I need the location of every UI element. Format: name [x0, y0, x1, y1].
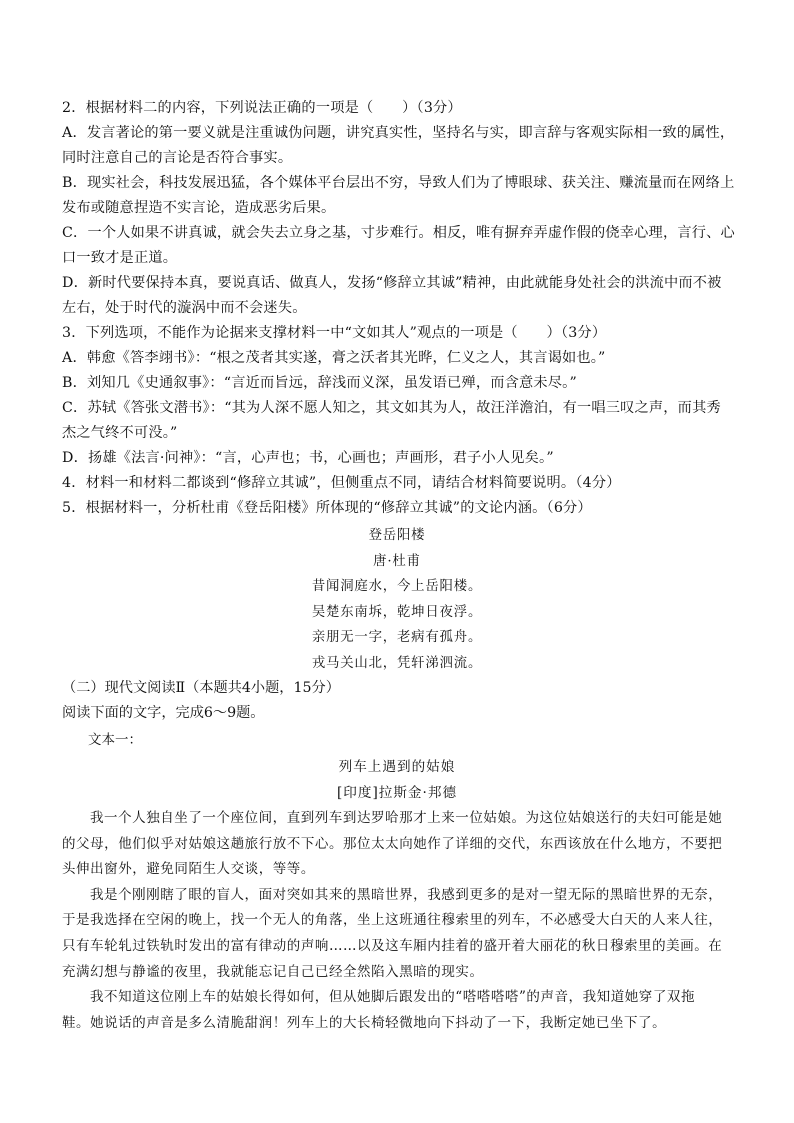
- option-line: C．一个人如果不讲真诚，就会失去立身之基，寸步难行。相反，唯有摒弃弄虚作假的侥幸心理，言行、心: [62, 225, 735, 241]
- option-line: D．新时代要保持本真，要说真话、做真人，发扬“修辞立其诚”精神，由此就能身处社会的洪流中而不被: [62, 275, 722, 291]
- poem-author: 唐·杜甫: [373, 553, 421, 569]
- option-line: B．现实社会，科技发展迅猛，各个媒体平台层出不穷，导致人们为了博眼球、获关注、赚流量而在网络上: [62, 175, 735, 191]
- prose-line: 充满幻想与静谧的夜里，我就能忘记自己已经全然陷入黑暗的现实。: [62, 963, 484, 980]
- text-label: 文本一：: [88, 732, 142, 748]
- question-3-option-a: A．韩愈《答李翊书》：“根之茂者其实遂，膏之沃者其光晔，仁义之人，其言谒如也。”: [62, 350, 606, 366]
- question-4: 4．材料一和材料二都谈到“修辞立其诚”，但侧重点不同，请结合材料简要说明。（4分）: [62, 475, 621, 491]
- question-2-stem: 2．根据材料二的内容，下列说法正确的一项是（ ）（3分）: [62, 100, 462, 116]
- poem-title: 登岳阳楼: [368, 528, 426, 543]
- option-line: 发布或随意捏造不实言论，造成恶劣后果。: [62, 200, 336, 216]
- prose-line: 只有车轮轧过铁轨时发出的富有律动的声响……以及这车厢内挂着的盛开着大丽花的秋日穆索里的美画。在: [62, 937, 723, 954]
- question-3-option-d: D．扬雄《法言·问神》：“言，心声也；书，心画也；声画形，君子小人见矣。”: [62, 450, 554, 466]
- question-2-option-d: [62, 271, 732, 321]
- question-3-options: [62, 346, 732, 471]
- section-heading: （二）现代文阅读Ⅱ（本题共4小题，15分）: [62, 680, 340, 696]
- question-2-option-a: [62, 121, 735, 171]
- poem-line: 亲朋无一字，老病有孤舟。: [311, 630, 483, 645]
- option-line: 同时注意自己的言论是否符合事实。: [62, 150, 293, 166]
- exam-page: [62, 96, 735, 1036]
- poem-line: 戎马关山北，凭轩涕泗流。: [311, 655, 483, 671]
- prose-line: 我不知道这位刚上车的姑娘长得如何，但从她脚后跟发出的“嗒嗒嗒嗒”的声音，我知道她穿了双拖: [90, 989, 696, 1006]
- section-instruction: 阅读下面的文字，完成6～9题。: [62, 705, 265, 721]
- story-author: [印度]拉斯金·邦德: [336, 785, 458, 801]
- option-line: A．发言著论的第一要义就是注重诚伪问题，讲究真实性，坚持名与实，即言辞与客观实际相一致的属性，: [62, 125, 735, 141]
- story-paragraph: [62, 985, 732, 1036]
- question-3-stem: 3．下列选项，不能作为论据来支撑材料一中“文如其人”观点的一项是（ ）（3分）: [62, 325, 607, 341]
- poem-line: 昔闻洞庭水，今上岳阳楼。: [311, 579, 483, 594]
- question-2-options: [62, 121, 735, 321]
- question-3-option-b: B．刘知几《史通叙事》：“言近而旨远，辞浅而义深，虽发语已殚，而含意未尽。”: [62, 375, 577, 391]
- story-paragraph: [62, 806, 732, 883]
- poem: [62, 523, 732, 676]
- option-line: 口一致才是正道。: [62, 250, 178, 266]
- prose-line: 于是我选择在空闲的晚上，找一个无人的角落，坐上这班通往穆索里的列车，不必感受大白天的人来人往，: [62, 912, 723, 929]
- prose-line: 的父母，他们似乎对姑娘这趟旅行放不下心。那位太太向她作了详细的交代，东西该放在什么地方，不要把: [62, 835, 723, 852]
- prose-line: 鞋。她说话的声音是多么清脆甜润！列车上的大长椅轻微地向下抖动了一下，我断定她已坐下了。: [62, 1014, 667, 1031]
- question-2-option-c: [62, 221, 735, 271]
- prose-line: 头伸出窗外，避免同陌生人交谈，等等。: [62, 861, 315, 878]
- prose-line: 我是个刚刚瞎了眼的盲人，面对突如其来的黑暗世界，我感到更多的是对一望无际的黑暗世界的无奈，: [90, 886, 723, 903]
- story-paragraph: [62, 883, 732, 985]
- option-line: 左右，处于时代的漩涡中而不会迷失。: [62, 300, 307, 316]
- option-line: C．苏轼《答张文潜书》：“其为人深不愿人知之，其文如其为人，故汪洋澹泊，有一唱三叹之声，而其秀: [62, 400, 721, 416]
- option-line: 杰之气终不可没。”: [62, 425, 178, 441]
- question-5: 5．根据材料一，分析杜甫《登岳阳楼》所体现的“修辞立其诚”的文论内涵。（6分）: [62, 500, 592, 516]
- poem-line: 吴楚东南坼，乾坤日夜浮。: [311, 604, 483, 620]
- story-title: 列车上遇到的姑娘: [338, 759, 456, 775]
- question-2-option-b: [62, 171, 735, 221]
- question-3-option-c: [62, 396, 732, 446]
- prose-line: 我一个人独自坐了一个座位间，直到列车到达罗哈那才上来一位姑娘。为这位姑娘送行的夫妇可能是她: [90, 810, 723, 826]
